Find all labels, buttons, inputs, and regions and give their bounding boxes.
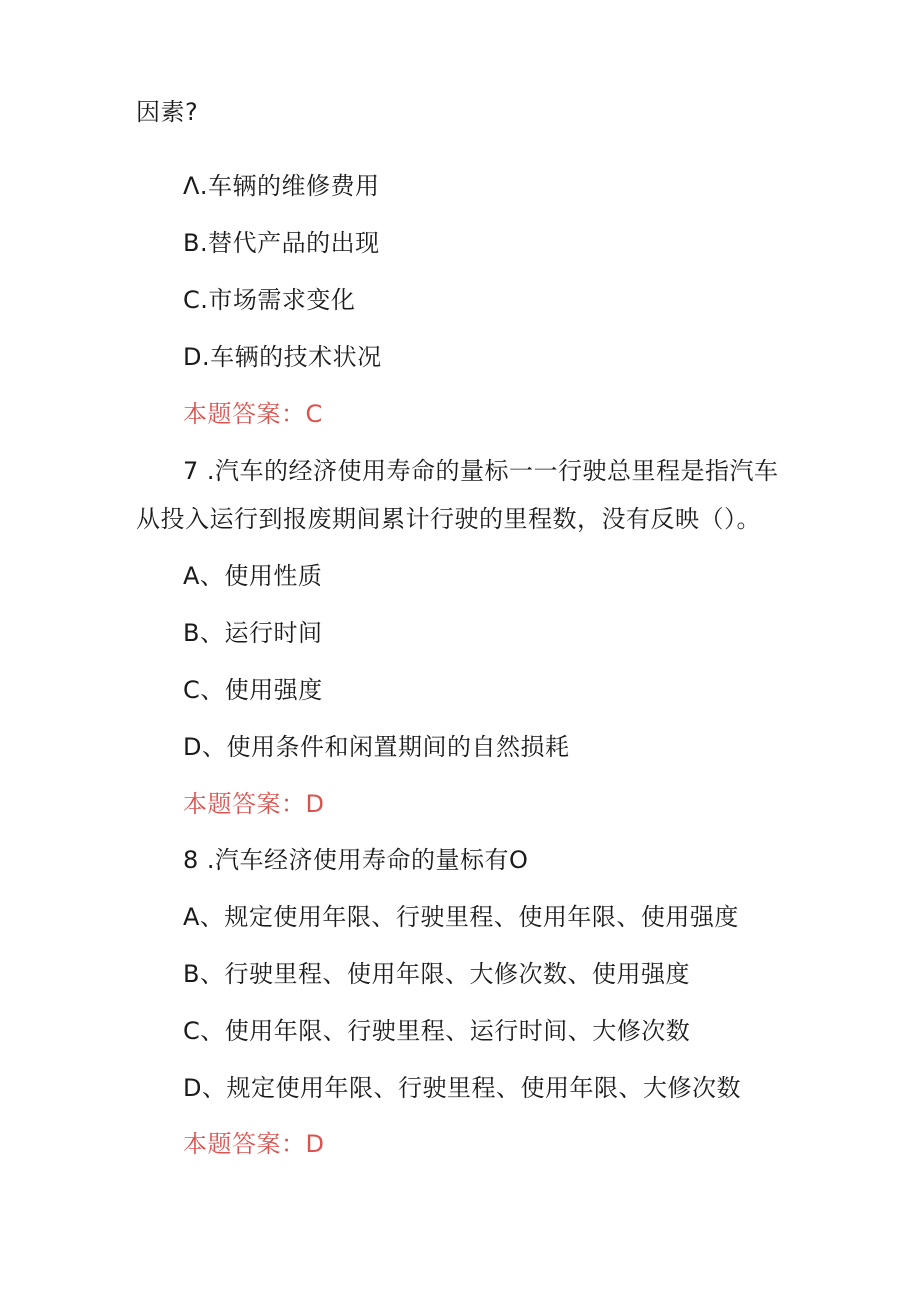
q8-option-b: B、行驶里程、使用年限、大修次数、使用强度 xyxy=(183,960,690,988)
q8-text-line1: 8 .汽车经济使用寿命的量标有O xyxy=(183,846,529,874)
q7-option-b: B、运行时间 xyxy=(183,619,323,647)
q6-option-a: Λ.车辆的维修费用 xyxy=(183,172,380,200)
q8-answer: 本题答案：D xyxy=(183,1130,325,1158)
q8-option-a: A、规定使用年限、行驶里程、使用年限、使用强度 xyxy=(183,903,739,931)
q6-option-b: B.替代产品的出现 xyxy=(183,229,380,257)
q6-option-c: C.市场需求变化 xyxy=(183,286,356,314)
q6-answer: 本题答案：C xyxy=(183,400,323,428)
q8-option-d: D、规定使用年限、行驶里程、使用年限、大修次数 xyxy=(183,1074,741,1102)
q7-option-c: C、使用强度 xyxy=(183,676,323,704)
q8-option-c: C、使用年限、行驶里程、运行时间、大修次数 xyxy=(183,1017,691,1045)
q7-text-line2: 从投入运行到报废期间累计行驶的里程数，没有反映（）。 xyxy=(136,505,761,533)
q7-answer: 本题答案：D xyxy=(183,790,325,818)
q6-option-d: D.车辆的技术状况 xyxy=(183,343,382,371)
q7-text-line1: 7 .汽车的经济使用寿命的量标一一行驶总里程是指汽车 xyxy=(183,457,779,485)
q7-option-d: D、使用条件和闲置期间的自然损耗 xyxy=(183,733,570,761)
q7-option-a: A、使用性质 xyxy=(183,562,323,590)
question-continuation: 因素? xyxy=(136,98,199,126)
